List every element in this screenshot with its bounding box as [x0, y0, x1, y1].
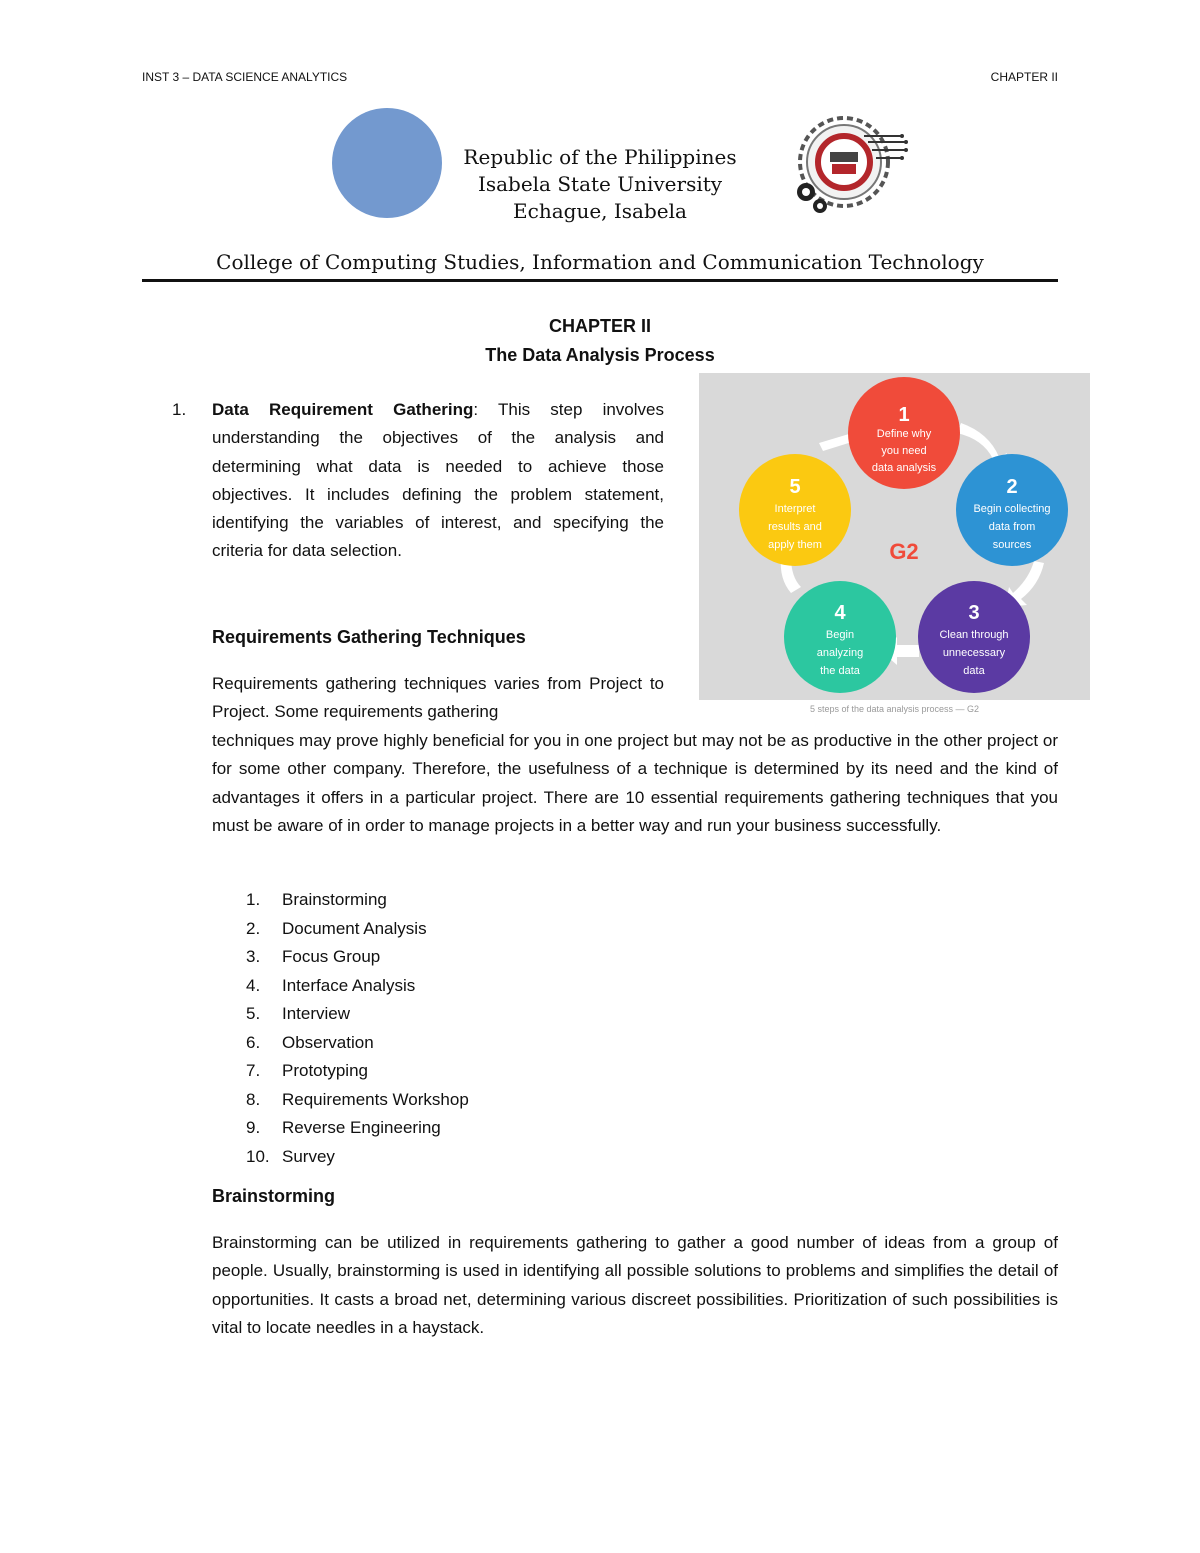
technique-label: Interface Analysis: [282, 975, 416, 995]
institution-line-1: Republic of the Philippines: [463, 145, 737, 169]
svg-text:Interpret: Interpret: [774, 503, 816, 515]
technique-label: Observation: [282, 1032, 374, 1052]
svg-text:5: 5: [789, 476, 801, 498]
institution-line-2: Isabela State University: [477, 172, 723, 196]
step-circle-5: [739, 454, 851, 566]
technique-item: [246, 1000, 469, 1029]
technique-label: Interview: [282, 1004, 351, 1023]
svg-text:2: 2: [1006, 476, 1018, 498]
technique-label: Prototyping: [282, 1061, 368, 1080]
chapter-subtitle: The Data Analysis Process: [485, 345, 715, 365]
svg-text:Define why: Define why: [876, 428, 932, 440]
g2-logo-icon: G2: [889, 539, 919, 564]
technique-number: 7.: [246, 1061, 261, 1080]
technique-item: [246, 1029, 469, 1058]
svg-text:sources: sources: [992, 539, 1032, 551]
technique-label: Requirements Workshop: [282, 1089, 469, 1109]
technique-item: [246, 943, 469, 972]
svg-text:analyzing: analyzing: [816, 647, 864, 659]
technique-number: 5.: [246, 1004, 261, 1023]
institution-block: [420, 144, 780, 225]
step-circle-2: [956, 454, 1068, 566]
rgt-intro-text: Requirements gathering techniques varies from Project to Project. Some requirements gathering: [212, 674, 664, 722]
svg-text:3: 3: [968, 602, 980, 624]
svg-text:results and: results and: [768, 521, 822, 533]
technique-label: Brainstorming: [282, 890, 387, 909]
step-circle-3: [918, 581, 1030, 693]
college-seal-logo: [792, 110, 912, 220]
rgt-body-text: techniques may prove highly beneficial for you in one project but may not be as productive in the other project or for some other company. Therefore, the usefulness of a technique is determined by its need and the kind of advantages it offers in a particular project. There are 10 essential requirements gathering techniques that you must be aware of in order to manage projects in a better way and run your business successfully.: [212, 731, 1058, 835]
svg-text:data analysis: data analysis: [871, 462, 937, 474]
technique-number: 6.: [246, 1032, 261, 1052]
svg-text:data: data: [963, 665, 985, 677]
step-1-number: 1.: [172, 400, 187, 419]
technique-number: 9.: [246, 1118, 261, 1137]
step-1-item: [172, 396, 664, 566]
techniques-list: [246, 886, 469, 1171]
step-circle-1: [848, 377, 960, 489]
svg-text:data from: data from: [988, 521, 1036, 533]
technique-number: 10.: [246, 1146, 270, 1166]
running-header-chapter: CHAPTER II: [990, 70, 1058, 84]
chapter-title-block: [142, 312, 1058, 370]
technique-item: [246, 1057, 469, 1086]
technique-number: 2.: [246, 918, 261, 938]
technique-item: [246, 1086, 469, 1115]
college-name: College of Computing Studies, Information and Communication Technology: [216, 250, 984, 274]
technique-label: Reverse Engineering: [282, 1118, 441, 1137]
technique-item: [246, 915, 469, 944]
data-analysis-process-figure: [699, 373, 1090, 700]
technique-number: 1.: [246, 890, 261, 909]
brainstorming-heading: Brainstorming: [212, 1186, 336, 1206]
technique-item: [246, 972, 469, 1001]
technique-number: 3.: [246, 947, 261, 966]
step-1-body: : This step involves understanding the objectives of the analysis and determining what data is needed to achieve those objectives. It includes defining the problem statement, identifying the variables of interest, and specifying the criteria for data selection.: [212, 400, 664, 561]
technique-item: [246, 886, 469, 915]
chapter-label: CHAPTER II: [548, 316, 651, 336]
step-1-text: [212, 396, 664, 566]
header-divider: [142, 279, 1058, 282]
svg-text:Begin: Begin: [825, 629, 855, 641]
svg-text:1: 1: [898, 404, 910, 426]
svg-text:the data: the data: [820, 665, 860, 677]
rgt-heading: Requirements Gathering Techniques: [212, 627, 526, 647]
running-header-course: INST 3 – DATA SCIENCE ANALYTICS: [142, 70, 348, 84]
technique-label: Focus Group: [282, 947, 381, 966]
svg-text:unnecessary: unnecessary: [942, 647, 1006, 659]
brainstorming-text: Brainstorming can be utilized in requirements gathering to gather a good number of ideas from a group of people. Usually, brainstorming is used in identifying all possible solutions to problems and simplifies the detail of opportunities. It casts a broad net, determining various discreet possibilities. Prioritization of such possibilities is vital to locate needles in a haystack.: [212, 1233, 1058, 1337]
technique-label: Survey: [282, 1146, 335, 1166]
svg-text:apply them: apply them: [768, 539, 822, 551]
svg-text:Begin collecting: Begin collecting: [973, 503, 1051, 515]
step-circle-4: [784, 581, 896, 693]
step-1-heading: Data Requirement Gathering: [212, 400, 474, 419]
technique-item: [246, 1114, 469, 1143]
svg-text:4: 4: [834, 602, 846, 624]
technique-number: 4.: [246, 975, 261, 995]
technique-item: [246, 1143, 469, 1172]
process-cycle-diagram: [699, 373, 1090, 700]
svg-text:Clean through: Clean through: [939, 629, 1009, 641]
institution-line-3: Echague, Isabela: [513, 199, 687, 223]
technique-label: Document Analysis: [282, 918, 427, 938]
figure-caption: 5 steps of the data analysis process — G2: [809, 704, 980, 714]
technique-number: 8.: [246, 1089, 261, 1109]
svg-text:you need: you need: [881, 445, 927, 457]
